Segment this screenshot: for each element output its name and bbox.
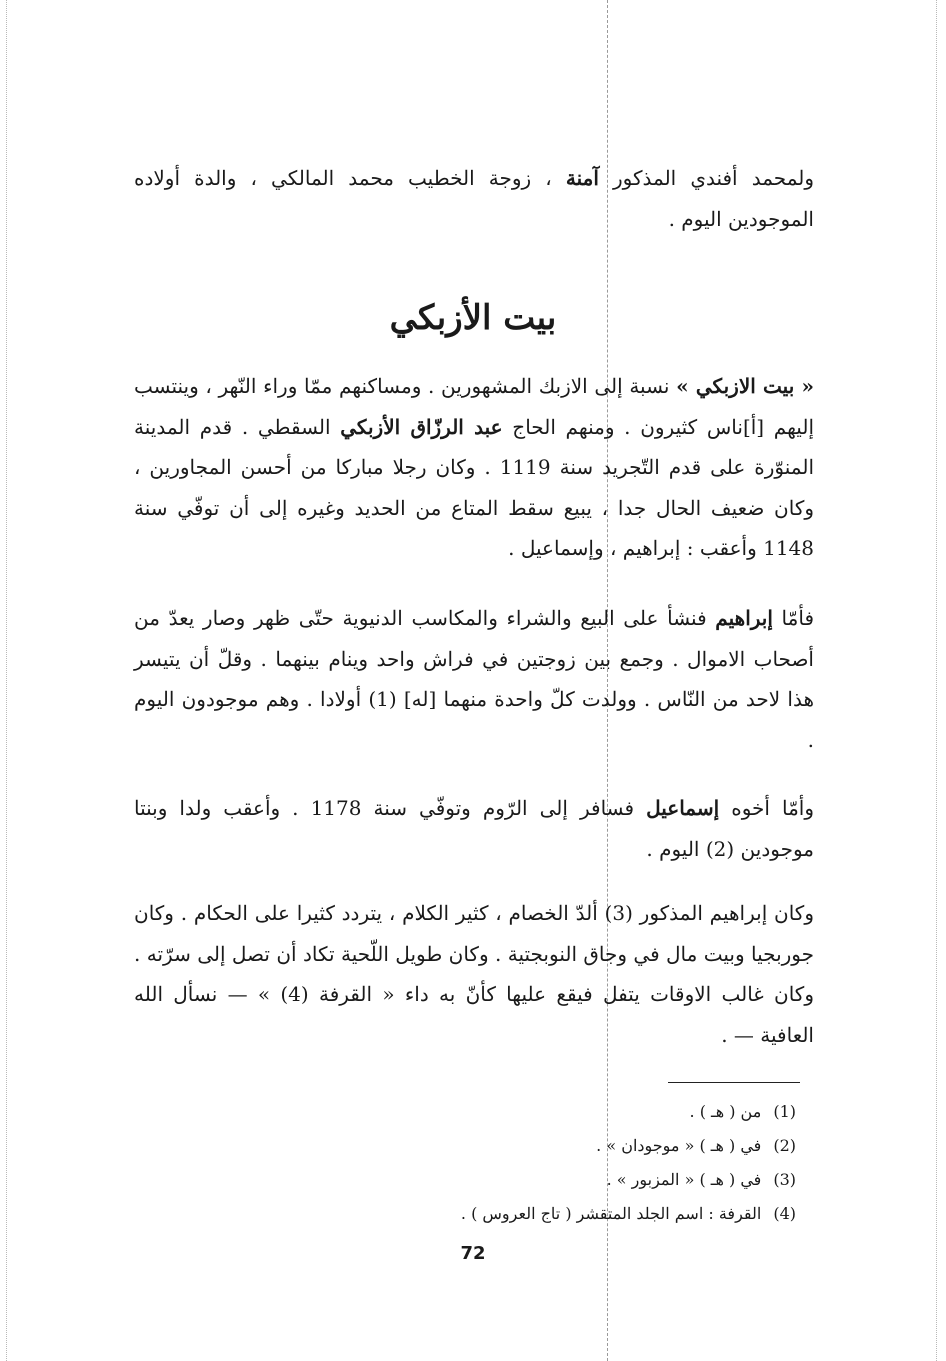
body-paragraph-4: وكان إبراهيم المذكور (3) ألدّ الخصام ، كثير الكلام ، يتردد كثيرا على الحكام . وكان جوربجيا وبيت مال في وجاق النوبجتية . وكان طويل اللّحية تكاد أن تصل إلى سرّته . وكان غالب الاوقات يتفل فيقع عليها كأنّ به داء « القرفة (4) » — نسأل الله العافية — . bbox=[134, 901, 814, 1047]
footnote-2: (2)في ( هـ ) « موجودان » . bbox=[596, 1136, 796, 1155]
name-ibrahim: إبراهيم bbox=[715, 606, 773, 630]
footnote-1: (1)من ( هـ ) . bbox=[689, 1102, 796, 1121]
page-number: 72 bbox=[460, 1243, 486, 1264]
scan-edge-left bbox=[6, 0, 7, 1361]
name-bayt-alazbaki: « بيت الازبكي » bbox=[676, 374, 815, 398]
intro-text: ولمحمد أفندي المذكور آمنة ، زوجة الخطيب محمد المالكي ، والدة أولاده الموجودين اليوم . bbox=[134, 166, 815, 231]
intro-paragraph bbox=[134, 158, 814, 239]
name-amina: آمنة bbox=[565, 166, 599, 190]
body-paragraph-1: « بيت الازبكي » نسبة إلى الازبك المشهورين . ومساكنهم ممّا وراء النّهر ، وينتسب إليهم [أ]ناس كثيرون . ومنهم الحاج عبد الرزّاق الأزبكي السقطي . قدم المدينة المنوّرة على قدم التّجريد سنة 1119 . وكان رجلا مباركا من أحسن المجاورين ، وكان ضعيف الحال جدا ، يبيع سقط المتاع من الحديد وغيره إلى أن توفّي سنة 1148 وأعقب : إبراهيم ، وإسماعيل . bbox=[134, 374, 815, 560]
footnote-4: (4)القرفة : اسم الجلد المتقشر ( تاج العروس ) . bbox=[460, 1204, 796, 1223]
name-abd-alrazzaq: عبد الرزّاق الأزبكي bbox=[340, 414, 503, 439]
name-ismail: إسماعيل bbox=[646, 796, 720, 820]
footnote-3: (3)في ( هـ ) « المزبور » . bbox=[606, 1170, 796, 1189]
section-heading: بيت الأزبكي bbox=[389, 298, 557, 338]
footnotes bbox=[300, 1095, 796, 1231]
footnote-separator bbox=[668, 1082, 800, 1083]
scan-edge-right bbox=[936, 0, 937, 1361]
body-paragraph-3: وأمّا أخوه إسماعيل فسافر إلى الرّوم وتوفّي سنة 1178 . وأعقب ولدا وبنتا موجودين (2) اليوم . bbox=[134, 796, 814, 861]
body-paragraph-2: فأمّا إبراهيم فنشأ على البيع والشراء والمكاسب الدنيوية حتّى ظهر وصار يعدّ من أصحاب الاموال . وجمع بين زوجتين في فراش واحد وينام بينهما . وقلّ أن يتيسر هذا لاحد من النّاس . وولدت كلّ واحدة منهما [له] (1) أولادا . وهم موجودون اليوم . bbox=[134, 606, 814, 752]
